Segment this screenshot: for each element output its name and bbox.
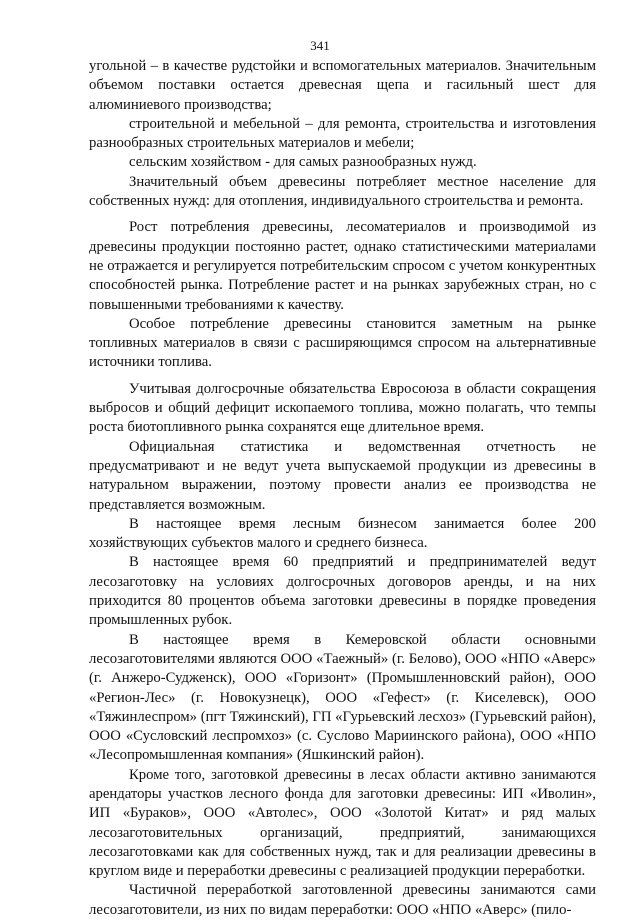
page-number: 341 xyxy=(310,38,330,53)
paragraph-2: строительной и мебельной – для ремонта, строительства и изготовления разнообразных строительных материалов и мебели; xyxy=(89,115,596,152)
paragraph-12: Кроме того, заготовкой древесины в лесах области активно занимаются арендаторы участков лесного фонда для заготовки древесины: ИП «Иволин», ИП «Бураков», ООО «Автолес», ООО «Золотой Китат» и ряд малых лесозаготовительных организаций, предприятий, занимающихся лесозаготовками как для собственных нужд, так и для реализации древесины в круглом виде и переработки древесины с реализацией продукции переработки. xyxy=(89,766,596,880)
body-text xyxy=(89,57,596,920)
paragraph-13: Частичной переработкой заготовленной древесины занимаются сами лесозаготовители, из них по видам переработки: ООО «НПО «Аверс» (пило- xyxy=(89,882,596,918)
paragraph-1: угольной – в качестве рудстойки и вспомогательных материалов. Значительным объемом поставки остается древесная щепа и гасильный шест для алюминиевого производства; xyxy=(89,58,596,113)
paragraph-4: Значительный объем древесины потребляет местное население для собственных нужд: для отопления, индивидуального строительства и ремонта. xyxy=(89,173,596,210)
paragraph-11: В настоящее время в Кемеровской области основными лесозаготовителями являются ООО «Таежный» (г. Белово), ООО «НПО «Аверс» (г. Анжеро-Судженск), ООО «Горизонт» (Промышленновский район), ООО «Регион-Лес» (г. Новокузнецк), ООО «Гефест» (г. Киселевск), ООО «Тяжинлеспром» (пгт Тяжинский), ГП «Гурьевский лесхоз» (Гурьевский район), ООО «Сусловский леспромхоз» (с. Суслово Мариинского района), ООО «НПО «Лесопромышленная компания» (Яшкинский район). xyxy=(89,631,596,764)
paragraph-8: Официальная статистика и ведомственная отчетность не предусматривают и не ведут учета выпускаемой продукции из древесины в натуральном выражении, поэтому провести анализ ее производства не представляется возможным. xyxy=(89,438,596,513)
paragraph-10: В настоящее время 60 предприятий и предпринимателей ведут лесозаготовку на условиях долгосрочных договоров аренды, и на них приходится 80 процентов объема заготовки древесины в порядке проведения промышленных рубок. xyxy=(89,554,596,629)
paragraph-9: В настоящее время лесным бизнесом занимается более 200 хозяйствующих субъектов малого и среднего бизнеса. xyxy=(89,515,596,552)
paragraph-3: сельским хозяйством - для самых разнообразных нужд. xyxy=(129,154,477,171)
paragraph-7: Учитывая долгосрочные обязательства Евросоюза в области сокращения выбросов и общий дефицит ископаемого топлива, можно полагать, что темпы роста биотопливного рынка сохранятся еще длительное время. xyxy=(89,380,596,436)
paragraph-5: Рост потребления древесины, лесоматериалов и производимой из древесины продукции постоянно растет, однако статистическими материалами не отражается и регулируется потребительским спросом с учетом конкурентных способностей рынка. Потребление растет и на рынках зарубежных стран, но с повышенными требованиями к качеству. xyxy=(89,219,596,313)
paragraph-6: Особое потребление древесины становится заметным на рынке топливных материалов в связи с расширяющимся спросом на альтернативные источники топлива. xyxy=(89,315,596,371)
